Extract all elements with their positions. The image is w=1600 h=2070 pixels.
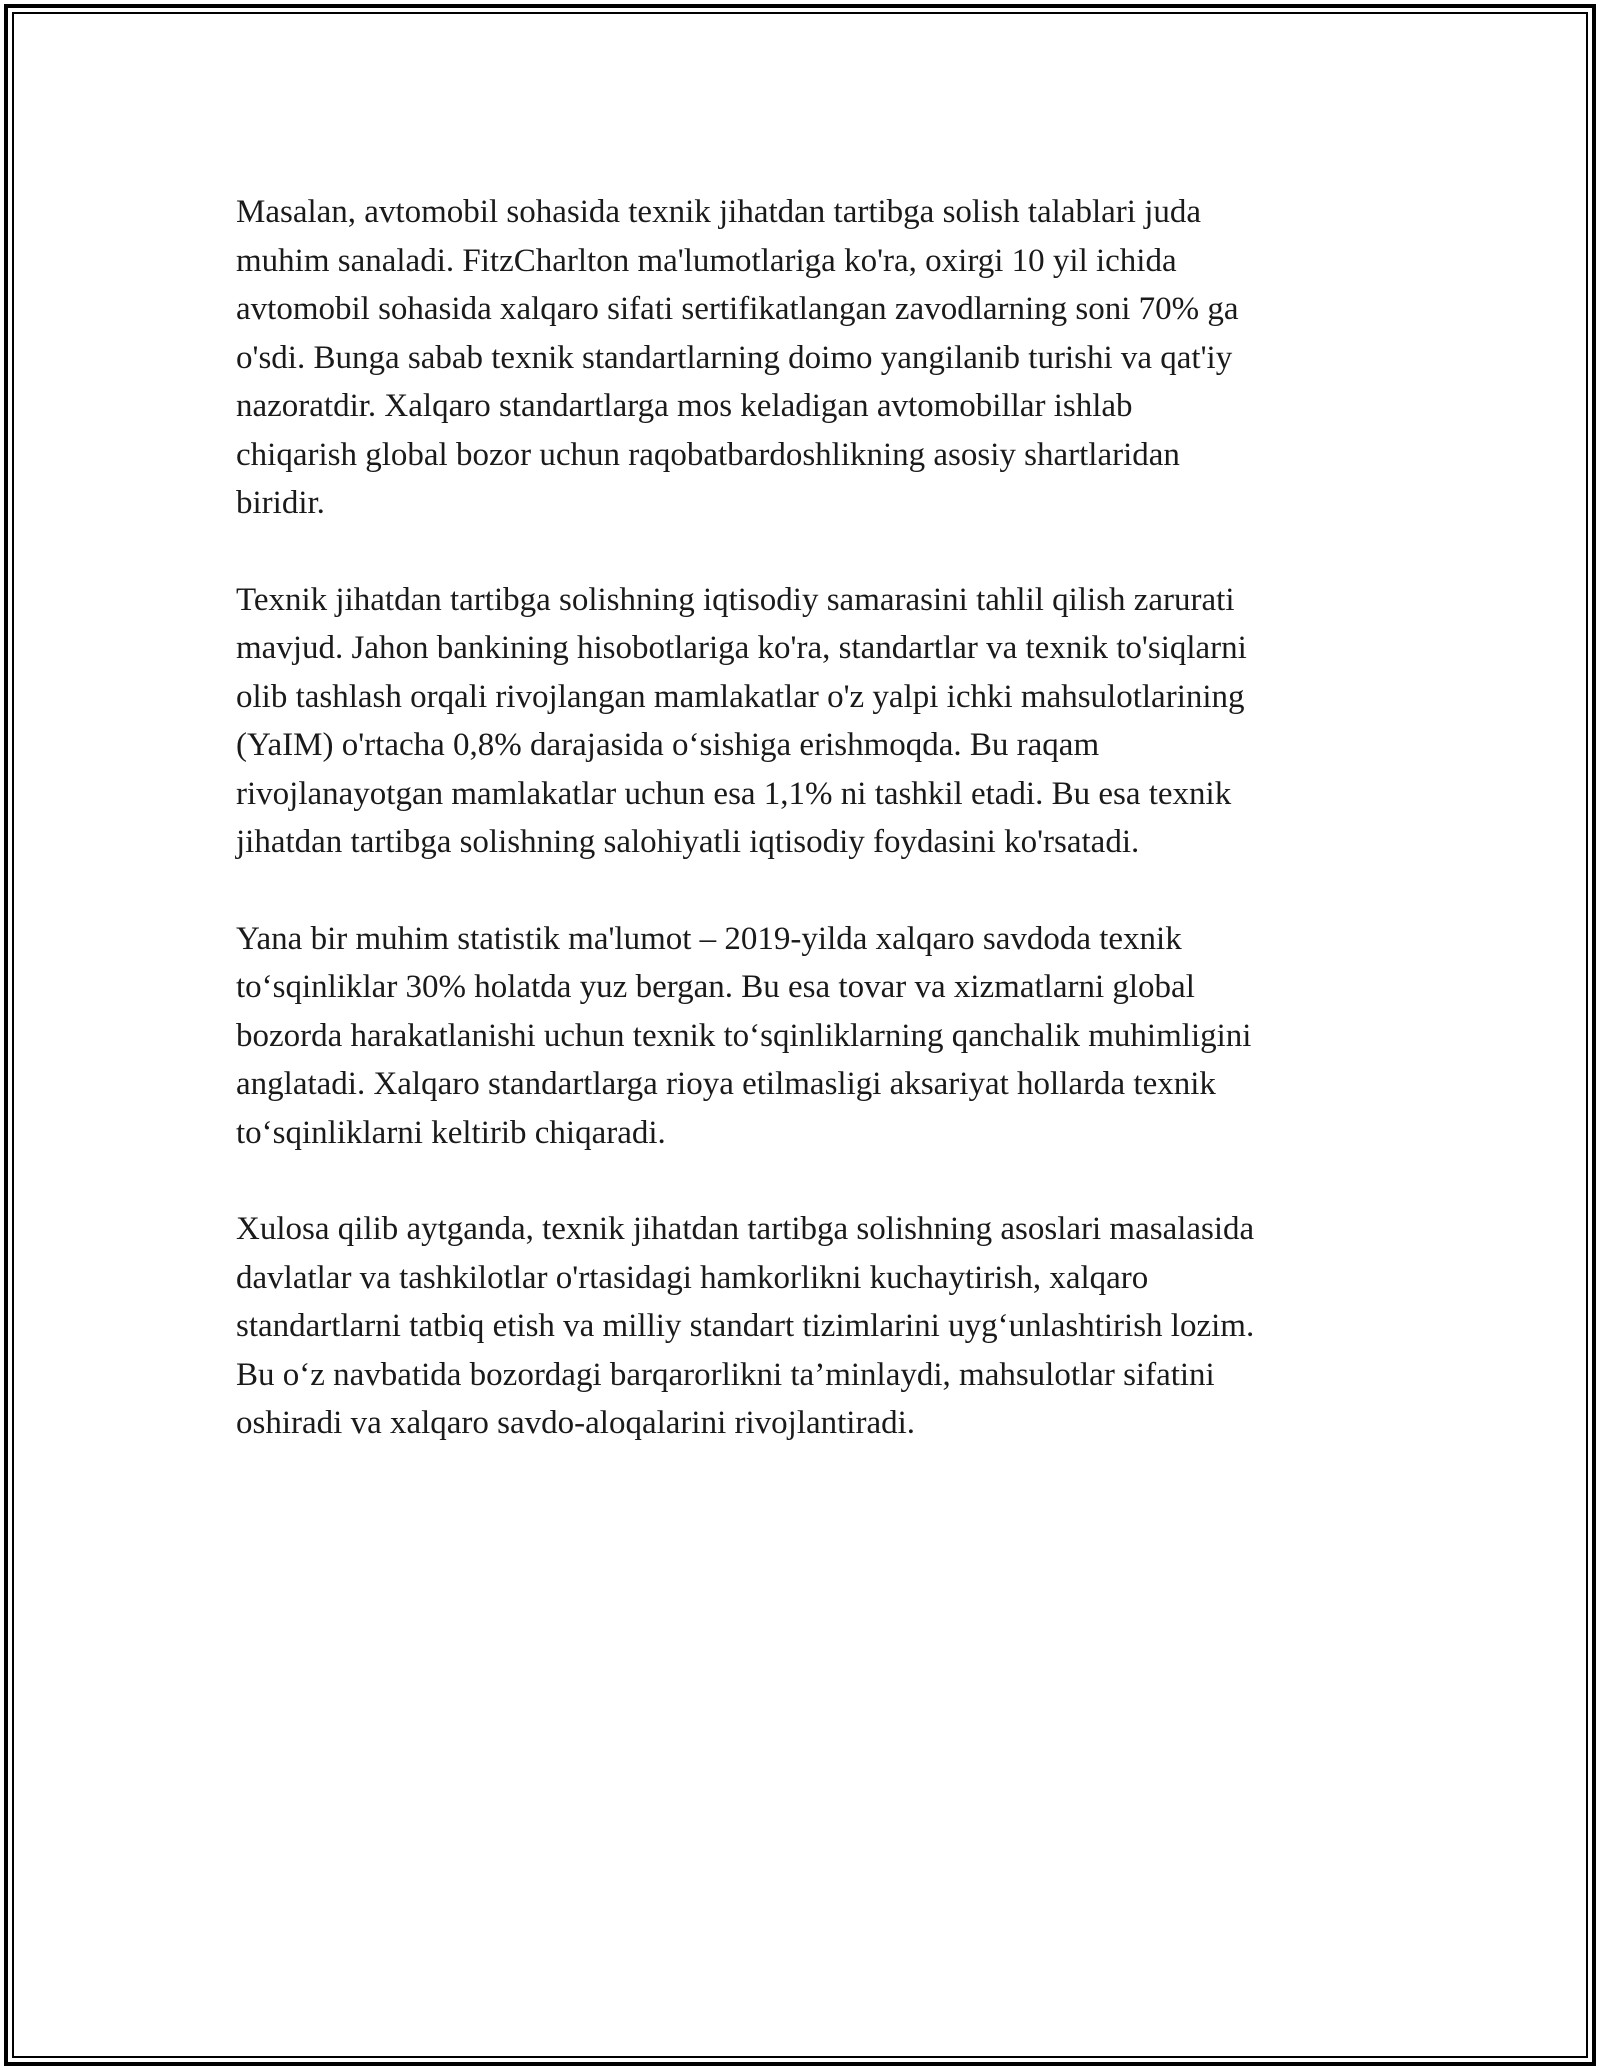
text-line: (YaIM) o'rtacha 0,8% darajasida o‘sishiga erishmoqda. Bu raqam: [236, 727, 1100, 763]
text-line: to‘sqinliklar 30% holatda yuz bergan. Bu esa tovar va xizmatlarni global: [236, 969, 1195, 1005]
text-line: oshiradi va xalqaro savdo-aloqalarini rivojlantiradi.: [236, 1405, 916, 1441]
text-line: standartlarni tatbiq etish va milliy standart tizimlarini uyg‘unlashtirish lozim.: [236, 1308, 1255, 1344]
text-line: jihatdan tartibga solishning salohiyatli iqtisodiy foydasini ko'rsatadi.: [236, 824, 1140, 860]
text-line: anglatadi. Xalqaro standartlarga rioya etilmasligi aksariyat hollarda texnik: [236, 1066, 1216, 1102]
document-body: [236, 188, 1376, 1496]
text-line: Texnik jihatdan tartibga solishning iqtisodiy samarasini tahlil qilish zarurati: [236, 581, 1235, 618]
paragraph-3: [236, 915, 1376, 1158]
text-line: Bu o‘z navbatida bozordagi barqarorlikni ta’minlaydi, mahsulotlar sifatini: [236, 1356, 1215, 1393]
paragraph-2: [236, 576, 1376, 867]
paragraph-1: [236, 188, 1376, 528]
text-line: Xulosa qilib aytganda, texnik jihatdan tartibga solishning asoslari masalasida: [236, 1211, 1255, 1247]
paragraph-4: [236, 1205, 1376, 1448]
text-line: rivojlanayotgan mamlakatlar uchun esa 1,1% ni tashkil etadi. Bu esa texnik: [236, 775, 1232, 812]
text-line: biridir.: [236, 485, 325, 521]
text-line: mavjud. Jahon bankining hisobotlariga ko'ra, standartlar va texnik to'siqlarni: [236, 630, 1247, 666]
text-line: bozorda harakatlanishi uchun texnik to‘sqinliklarning qanchalik muhimligini: [236, 1017, 1252, 1054]
text-line: olib tashlash orqali rivojlangan mamlakatlar o'z yalpi ichki mahsulotlarining: [236, 678, 1245, 715]
text-line: nazoratdir. Xalqaro standartlarga mos keladigan avtomobillar ishlab: [236, 388, 1133, 424]
text-line: Yana bir muhim statistik ma'lumot – 2019-yilda xalqaro savdoda texnik: [236, 920, 1182, 957]
text-line: chiqarish global bozor uchun raqobatbardoshlikning asosiy shartlaridan: [236, 436, 1180, 473]
text-line: o'sdi. Bunga sabab texnik standartlarning doimo yangilanib turishi va qat'iy: [236, 339, 1233, 376]
text-line: avtomobil sohasida xalqaro sifati sertifikatlangan zavodlarning soni 70% ga: [236, 291, 1239, 327]
text-line: to‘sqinliklarni keltirib chiqaradi.: [236, 1114, 666, 1151]
text-line: Masalan, avtomobil sohasida texnik jihatdan tartibga solish talablari juda: [236, 194, 1202, 230]
text-line: muhim sanaladi. FitzCharlton ma'lumotlariga ko'ra, oxirgi 10 yil ichida: [236, 242, 1177, 279]
text-line: davlatlar va tashkilotlar o'rtasidagi hamkorlikni kuchaytirish, xalqaro: [236, 1259, 1149, 1296]
